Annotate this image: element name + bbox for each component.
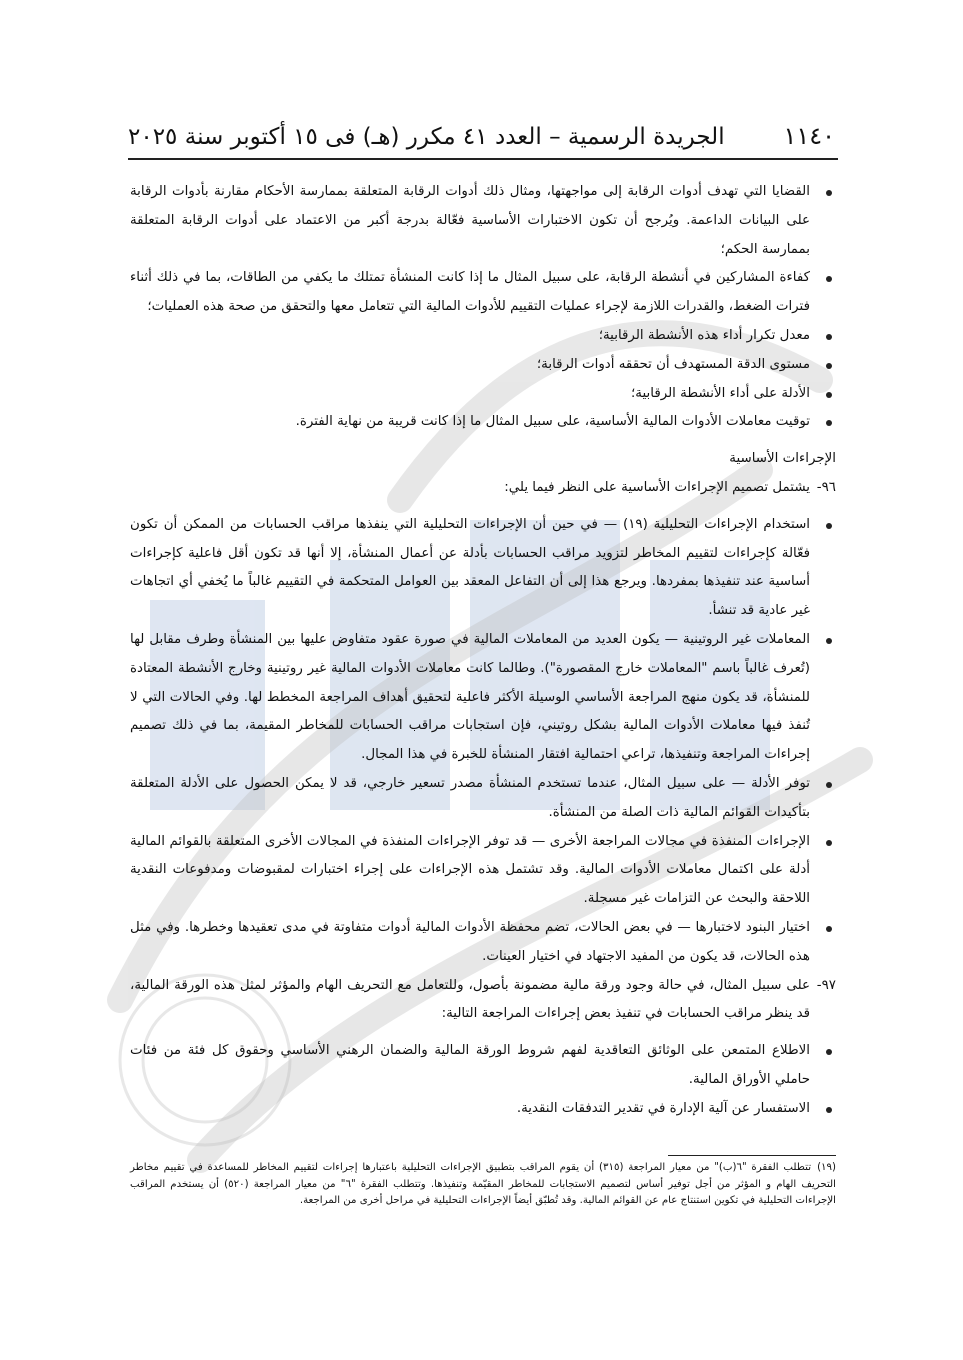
list-item: توقيت معاملات الأدوات المالية الأساسية، على سبيل المثال ما إذا كانت قريبة من نهاية الفترة. (130, 408, 836, 437)
list-item: الاطلاع المتمعن على الوثائق التعاقدية لفهم شروط الورقة المالية والضمان الرهني الأساسي وحقوق كل فئة من فئات حاملي الأوراق المالية. (130, 1037, 836, 1095)
footnote-number: (١٩) (817, 1162, 836, 1173)
header-divider (128, 158, 838, 160)
page-header (128, 100, 835, 150)
paragraph-number: ٩٧- (816, 977, 836, 993)
section-heading: الإجراءات الأساسية (729, 451, 836, 467)
footnote-divider (668, 1155, 836, 1156)
paragraph-96-bullet-list (130, 511, 836, 972)
page-number: ١١٤٠ (783, 122, 835, 150)
list-item: معدل تكرار أداء هذه الأنشطة الرقابية؛ (130, 322, 836, 351)
paragraph-97-bullet-list (130, 1037, 836, 1123)
list-item: مستوى الدقة المستهدف أن تحققه أدوات الرقابة؛ (130, 351, 836, 380)
list-item: استخدام الإجراءات التحليلية (١٩) — في حين أن الإجراءات التحليلية التي ينفذها مراقب الحسابات من الممكن أن تكون فعّالة كإجراءات لتقييم المخاطر لتزويد مراقب الحسابات بأدلة عن أعمال المنشأة، إلا أنها قد تكون أقل فاعلية كإجراءات أساسية عند تنفيذها بمفردها. ويرجع هذا إلى أن التفاعل المعقد بين العوامل المتحكمة في التقييم غالباً ما يُخفي أي اتجاهات غير عادية قد تنشأ. (130, 511, 836, 626)
paragraph-text: يشتمل تصميم الإجراءات الأساسية على النظر فيما يلي: (504, 479, 810, 495)
list-item: المعاملات غير الروتينية — يكون العديد من المعاملات المالية في صورة عقود متفاوض عليها بين المنشأة وطرف مقابل لها (تُعرف غالباً باسم "المعاملات خارج المقصورة"). وطالما كانت معاملات الأدوات المالية غير روتينية وخارج الأنشطة المعتادة للمنشأة، قد يكون منهج المراجعة الأساسي الوسيلة الأكثر فاعلية لتحقيق أهداف المراجعة المخطط لها. وفي الحالات التي لا تُنفذ فيها معاملات الأدوات المالية بشكل روتيني، فإن استجابات مراقب الحسابات للمخاطر المقيمة، بما في ذلك تصميم إجراءات المراجعة وتنفيذها، تراعي احتمالية افتقار المنشأة للخبرة في هذا المجال. (130, 626, 836, 770)
footnote-text: تتطلب الفقرة "٦(ب)" من معيار المراجعة (٣١٥) أن يقوم المراقب بتطبيق الإجراءات التحليلية باعتبارها إجراءات لتقييم المخاطر للمساعدة في تقييم مخاطر التحريف الهام و المؤثر من أجل توفير أساس لتصميم الاستجابات للمخاطر المقيّمة وتنفيذها. وتتطلب الفقرة "٦" من معيار المراجعة (٥٢٠) أن يستخدم المراقب الإجراءات التحليلية في تكوين استنتاج عام عن القوائم المالية. وقد تُطبّق أيضاً الإجراءات التحليلية في مراحل أخرى من المراجعة. (130, 1162, 836, 1206)
top-bullet-list (130, 178, 836, 437)
list-item: الاستفسار عن آلية الإدارة في تقدير التدفقات النقدية. (130, 1095, 836, 1124)
list-item: الأدلة على أداء الأنشطة الرقابية؛ (130, 380, 836, 409)
paragraph-text: على سبيل المثال، في حالة وجود ورقة مالية مضمونة بأصول، وللتعامل مع التحريف الهام والمؤثر لمثل هذه الورقة المالية، قد ينظر مراقب الحسابات في تنفيذ بعض إجراءات المراجعة التالية: (130, 977, 810, 1022)
gazette-title: الجريدة الرسمية – العدد ٤١ مكرر (هـ) فى ١٥ أكتوبر سنة ٢٠٢٥ (128, 124, 725, 150)
paragraph-96 (130, 474, 836, 503)
list-item: اختيار البنود لاختبارها — في بعض الحالات، تضم محفظة الأدوات المالية أدوات متفاوتة في مدى تعقيدها وخطرها. وفي مثل هذه الحالات، قد يكون من المفيد الاجتهاد في اختيار العينات. (130, 914, 836, 972)
main-content (130, 178, 836, 1124)
list-item: توفر الأدلة — على سبيل المثال، عندما تستخدم المنشأة مصدر تسعير خارجي، قد لا يمكن الحصول على الأدلة المتعلقة بتأكيدات القوائم المالية ذات الصلة من المنشأة. (130, 770, 836, 828)
list-item: كفاءة المشاركين في أنشطة الرقابة، على سبيل المثال ما إذا كانت المنشأة تمتلك ما يكفي من الطاقات، بما في ذلك أثناء فترات الضغط، والقدرات اللازمة لإجراء عمليات التقييم للأدوات المالية التي تتعامل معها والتحقق من صحة هذه العمليات؛ (130, 264, 836, 322)
paragraph-number: ٩٦- (816, 479, 836, 495)
paragraph-97 (130, 972, 836, 1030)
list-item: القضايا التي تهدف أدوات الرقابة إلى مواجهتها، ومثال ذلك أدوات الرقابة المتعلقة بممارسة الأحكام مقارنة بأدوات الرقابة على البيانات الداعمة. ويُرجح أن تكون الاختبارات الأساسية فعّالة بدرجة أكبر من الاعتماد على أدوات الرقابة المتعلقة بممارسة الحكم؛ (130, 178, 836, 264)
footnote (130, 1160, 836, 1210)
list-item: الإجراءات المنفذة في مجالات المراجعة الأخرى — قد توفر الإجراءات المنفذة في المجالات الأخرى المتعلقة بالقوائم المالية أدلة على اكتمال معاملات الأدوات المالية. وقد تشتمل هذه الإجراءات على إجراء اختبارات لمقبوضات ومدفوعات النقدية اللاحقة والبحث عن التزامات غير مسجلة. (130, 828, 836, 914)
